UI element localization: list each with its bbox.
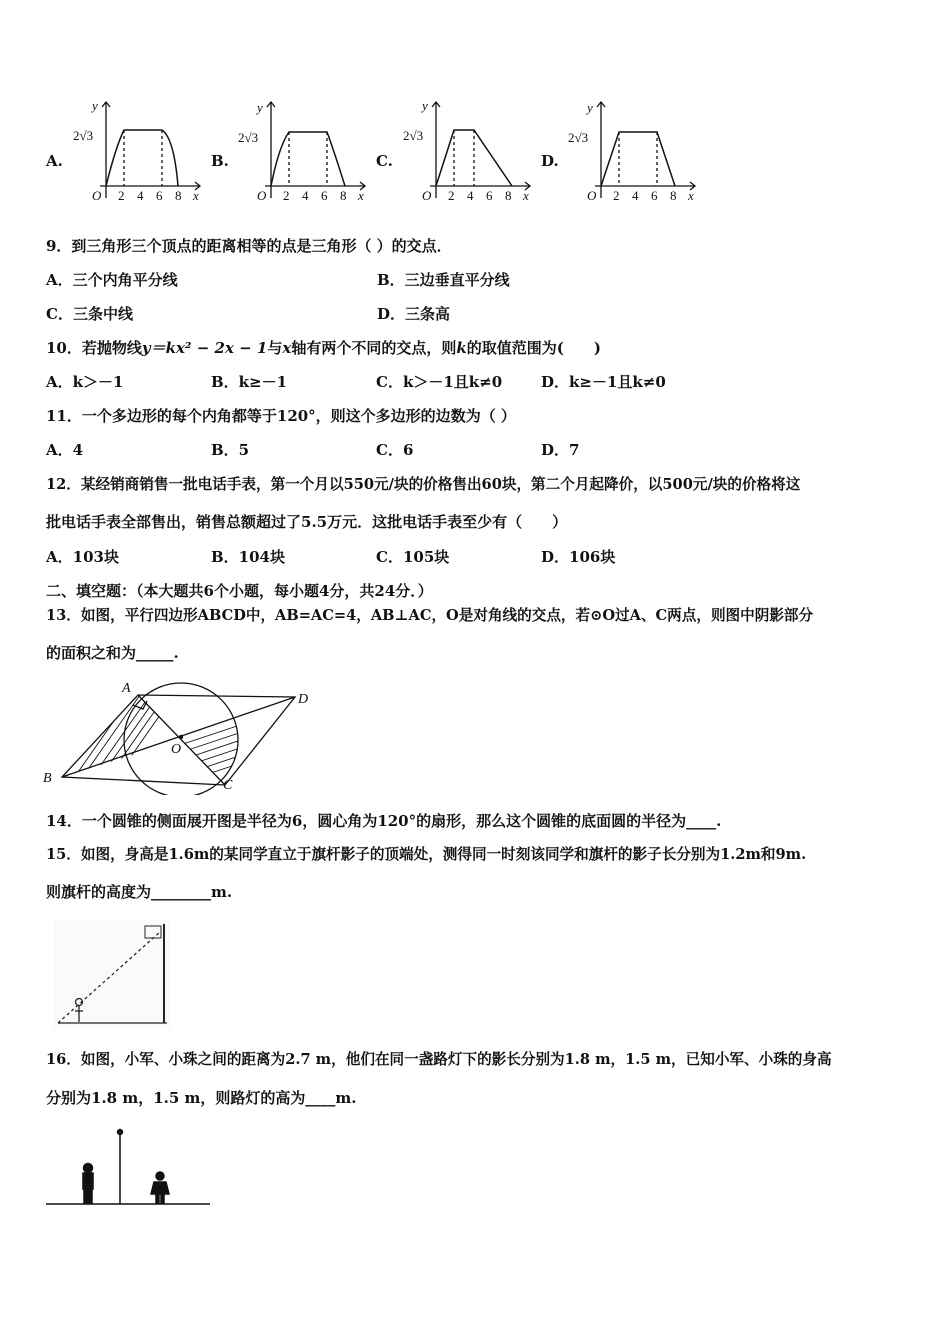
axis-x-label: x — [358, 188, 364, 203]
q16-figure — [44, 1126, 214, 1208]
q10-option-a: A．k＞－1 — [46, 373, 124, 391]
graph-option-a — [70, 98, 205, 204]
point-c-label: C — [223, 778, 233, 793]
q12-option-b: B．104块 — [211, 548, 285, 566]
q11-stem: 11．一个多边形的每个内角都等于120°，则这个多边形的边数为（ ） — [46, 407, 516, 425]
q12-option-c: C．105块 — [376, 548, 450, 566]
q16-line2: 分别为1.8 m，1.5 m，则路灯的高为____m. — [46, 1089, 357, 1107]
axis-y-label: y — [422, 98, 428, 113]
option-b-label: B. — [211, 152, 229, 170]
origin-label: O — [587, 188, 597, 203]
xtick: 2 — [448, 188, 455, 203]
q9-option-b: B．三边垂直平分线 — [377, 271, 510, 289]
xtick: 8 — [670, 188, 677, 203]
graph-option-c — [400, 98, 535, 204]
q9-option-a: A．三个内角平分线 — [46, 271, 178, 289]
xtick: 2 — [613, 188, 620, 203]
section2-heading: 二、填空题：（本大题共6个小题，每小题4分，共24分．） — [46, 582, 433, 600]
option-d-label: D. — [541, 152, 559, 170]
q12-stem-line2: 批电话手表全部售出，销售总额超过了5.5万元．这批电话手表至少有（ ） — [46, 513, 568, 531]
axis-x-label: x — [688, 188, 694, 203]
q11-option-c: C．6 — [376, 441, 414, 459]
option-a-label: A. — [46, 152, 63, 170]
ymark-label: 2√3 — [403, 128, 424, 143]
axis-x-label: x — [523, 188, 529, 203]
xtick: 2 — [283, 188, 290, 203]
ymark-label: 2√3 — [73, 128, 94, 143]
xtick: 8 — [175, 188, 182, 203]
axis-y-label: y — [92, 98, 98, 113]
xtick: 6 — [321, 188, 328, 203]
xtick: 8 — [505, 188, 512, 203]
q13-line2: 的面积之和为_____. — [46, 644, 179, 662]
xtick: 6 — [651, 188, 658, 203]
q9-option-c: C．三条中线 — [46, 305, 133, 323]
ymark-label: 2√3 — [238, 130, 259, 145]
q13-figure — [40, 675, 325, 795]
q16-line1: 16．如图，小军、小珠之间的距离为2.7 m，他们在同一盏路灯下的影长分别为1.8 m，1.5 m，已知小军、小珠的身高 — [46, 1051, 832, 1068]
q9-option-d: D．三条高 — [377, 305, 451, 323]
point-b-label: B — [43, 771, 52, 786]
graph-option-b — [235, 98, 370, 204]
origin-label: O — [422, 188, 432, 203]
origin-label: O — [257, 188, 267, 203]
origin-label: O — [92, 188, 102, 203]
point-d-label: D — [298, 692, 309, 707]
q13-line1: 13．如图，平行四边形ABCD中，AB=AC=4，AB⊥AC，O是对角线的交点，若⊙O过A、C两点，则图中阴影部分 — [46, 607, 814, 624]
xtick: 6 — [156, 188, 163, 203]
xtick: 6 — [486, 188, 493, 203]
graph-option-d — [565, 98, 700, 204]
q12-option-a: A．103块 — [46, 548, 119, 566]
axis-y-label: y — [587, 100, 593, 115]
xtick: 4 — [137, 188, 144, 203]
xtick: 8 — [340, 188, 347, 203]
q11-option-b: B．5 — [211, 441, 250, 459]
point-a-label: A — [122, 681, 131, 696]
xtick: 4 — [632, 188, 639, 203]
xtick: 4 — [302, 188, 309, 203]
q12-option-d: D．106块 — [541, 548, 616, 566]
q15-line2: 则旗杆的高度为________m. — [46, 883, 233, 901]
q15-figure — [52, 918, 172, 1030]
point-o-label: O — [171, 742, 182, 757]
axis-y-label: y — [257, 100, 263, 115]
xtick: 2 — [118, 188, 125, 203]
q10-formula: y＝kx² − 2x − 1 — [141, 339, 268, 357]
q10-option-d: D．k≥－1且k≠0 — [541, 373, 666, 391]
q10-stem: 10．若抛物线y＝kx² − 2x − 1与x轴有两个不同的交点，则k的取值范围为( ) — [46, 339, 601, 357]
q11-option-a: A．4 — [46, 441, 84, 459]
axis-x-label: x — [193, 188, 199, 203]
q10-option-b: B．k≥－1 — [211, 373, 288, 391]
q11-option-d: D．7 — [541, 441, 580, 459]
q9-stem: 9．到三角形三个顶点的距离相等的点是三角形（ ）的交点． — [46, 237, 452, 255]
ymark-label: 2√3 — [568, 130, 589, 145]
q10-option-c: C．k＞－1且k≠0 — [376, 373, 503, 391]
xtick: 4 — [467, 188, 474, 203]
q15-line1: 15．如图，身高是1.6m的某同学直立于旗杆影子的顶端处，测得同一时刻该同学和旗杆的影子长分别为1.2m和9m. — [46, 846, 807, 863]
option-c-label: C. — [376, 152, 393, 170]
q14-text: 14．一个圆锥的侧面展开图是半径为6，圆心角为120°的扇形，那么这个圆锥的底面圆的半径为____. — [46, 812, 722, 830]
q12-stem-line1: 12．某经销商销售一批电话手表，第一个月以550元/块的价格售出60块，第二个月起降价，以500元/块的价格将这 — [46, 476, 801, 493]
